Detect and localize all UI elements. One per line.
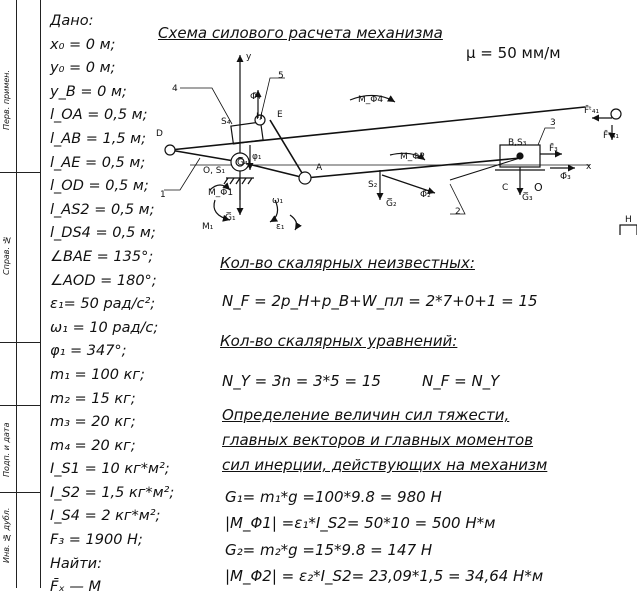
label-omega1: ω₁: [272, 196, 284, 206]
frame-divider: [0, 492, 40, 493]
label-link-5: 5: [278, 71, 284, 81]
label-o-small: O: [534, 181, 543, 194]
label-link-4: 4: [172, 84, 178, 94]
label-mf2: M_Φ2: [400, 152, 426, 162]
joint-right: [611, 109, 621, 119]
label-h: H: [256, 112, 263, 122]
given-item: ε₁= 50 рад/с²;: [50, 296, 156, 313]
label-g2: G̅₂: [386, 199, 397, 209]
label-a: A: [316, 163, 323, 173]
result-g2: G₂= m₂*g =15*9.8 = 147 Н: [225, 541, 433, 559]
equations-heading: Кол-во скалярных уравнений:: [220, 332, 458, 350]
scale-factor: μ = 50 мм/м: [466, 44, 561, 62]
result-g1: G₁= m₁*g =100*9.8 = 980 Н: [225, 488, 442, 506]
given-item: m₂ = 15 кг;: [50, 390, 136, 407]
given-item: m₃ = 20 кг;: [50, 414, 136, 431]
find-header: Найти:: [50, 555, 102, 572]
given-item: l_AS2 = 0,5 м;: [50, 201, 155, 218]
label-phi1: φ₁: [252, 152, 262, 162]
label-h-right: H: [625, 215, 632, 225]
given-item: l_OD = 0,5 м;: [50, 178, 149, 195]
given-item: F₃ = 1900 Н;: [50, 532, 143, 549]
frame-divider: [0, 172, 40, 173]
result-mf1: |M_Φ1| =ε₁*I_S2= 50*10 = 500 Н*м: [225, 514, 496, 532]
given-item: φ₁ = 347°;: [50, 343, 127, 360]
label-phi2: Φ̄₂: [420, 190, 431, 200]
label-f3: F̄₃: [549, 144, 558, 154]
given-item: l_AE = 0,5 м;: [50, 154, 146, 171]
fragment-right: [620, 225, 637, 235]
given-header: Дано:: [50, 13, 94, 29]
epsilon-arc: [290, 215, 297, 230]
equations-formula: N_Y = 3n = 3*5 = 15: [222, 372, 381, 390]
label-phi3: Φ̄₃: [560, 172, 571, 182]
given-item: ∠BAE = 135°;: [50, 248, 154, 265]
label-x: x: [586, 162, 592, 172]
equality-formula: N_F = N_Y: [422, 372, 500, 390]
stamp-first-use: Перв. примен.: [2, 69, 11, 131]
given-item: m₁ = 100 кг;: [50, 366, 145, 383]
label-e: E: [277, 110, 283, 120]
joint-d: [165, 145, 175, 155]
unknowns-formula: N_F = 2p_H+p_B+W_пл = 2*7+0+1 = 15: [222, 292, 538, 310]
given-item: ∠AOD = 180°;: [50, 272, 157, 289]
label-mf1: M_Φ1: [208, 188, 234, 198]
frame-divider: [0, 405, 40, 406]
label-eps1: ε₁: [276, 222, 285, 232]
given-item: y₀ = 0 м;: [50, 60, 116, 77]
label-g1: G̅₁: [225, 213, 236, 223]
label-b: B,S₃: [508, 138, 527, 148]
label-mf4: M_Φ4: [358, 95, 384, 105]
label-d: D: [156, 129, 163, 139]
stamp-reference: Справ. №: [2, 235, 11, 275]
label-y: y: [246, 52, 252, 62]
diagram-title: Схема силового расчета механизма: [158, 24, 443, 42]
given-item: x₀ = 0 м;: [50, 36, 116, 53]
label-link-2: 2: [455, 207, 461, 217]
stamp-duplicate-no: Инв. № дубл.: [2, 507, 11, 563]
given-item: l_OA = 0,5 м;: [50, 107, 148, 124]
inertia-heading-line1: Определение величин сил тяжести,: [222, 406, 510, 424]
label-link-3: 3: [550, 118, 556, 128]
label-m1: M₁: [202, 222, 214, 232]
label-o: O, S₁: [203, 166, 226, 176]
link-od: [170, 150, 240, 162]
label-g3: G̅₃: [522, 193, 533, 203]
inertia-heading-line2: главных векторов и главных моментов: [222, 431, 534, 449]
given-item: I_S4 = 2 кг*м²;: [50, 508, 161, 525]
label-s4: S₄: [221, 117, 231, 127]
given-item: I_S1 = 10 кг*м²;: [50, 461, 170, 478]
label-g4: G̅₄: [237, 158, 248, 168]
label-c: C: [502, 183, 509, 193]
given-item: m₄ = 20 кг;: [50, 437, 136, 454]
unknowns-heading: Кол-во скалярных неизвестных:: [220, 254, 475, 272]
link-ae: [270, 120, 305, 178]
frame-divider: [0, 342, 40, 343]
given-item: l_AB = 1,5 м;: [50, 130, 147, 147]
frame-separator: [16, 0, 17, 588]
result-mf2: |M_Φ2| = ε₂*I_S2= 23,09*1,5 = 34,64 Н*м: [225, 567, 544, 585]
given-item: y_B = 0 м;: [50, 83, 127, 100]
label-f41t: F̄ᵗ₄₁: [584, 106, 600, 116]
given-item: ω₁ = 10 рад/с;: [50, 319, 159, 336]
given-item: I_S2 = 1,5 кг*м²;: [50, 484, 175, 501]
joint-a: [299, 172, 311, 184]
stamp-signature-date: Подп. и дата: [2, 422, 11, 478]
label-link-1: 1: [160, 190, 166, 200]
given-item: l_DS4 = 0,5 м;: [50, 225, 156, 242]
find-item: F̄ₓ — M: [50, 579, 102, 596]
label-s2: S₂: [368, 180, 378, 190]
label-f41n: F̄ⁿ₄₁: [603, 131, 619, 141]
label-phi4: Φ̄₄: [250, 92, 261, 102]
inertia-heading-line3: сил инерции, действующих на механизм: [222, 456, 548, 474]
